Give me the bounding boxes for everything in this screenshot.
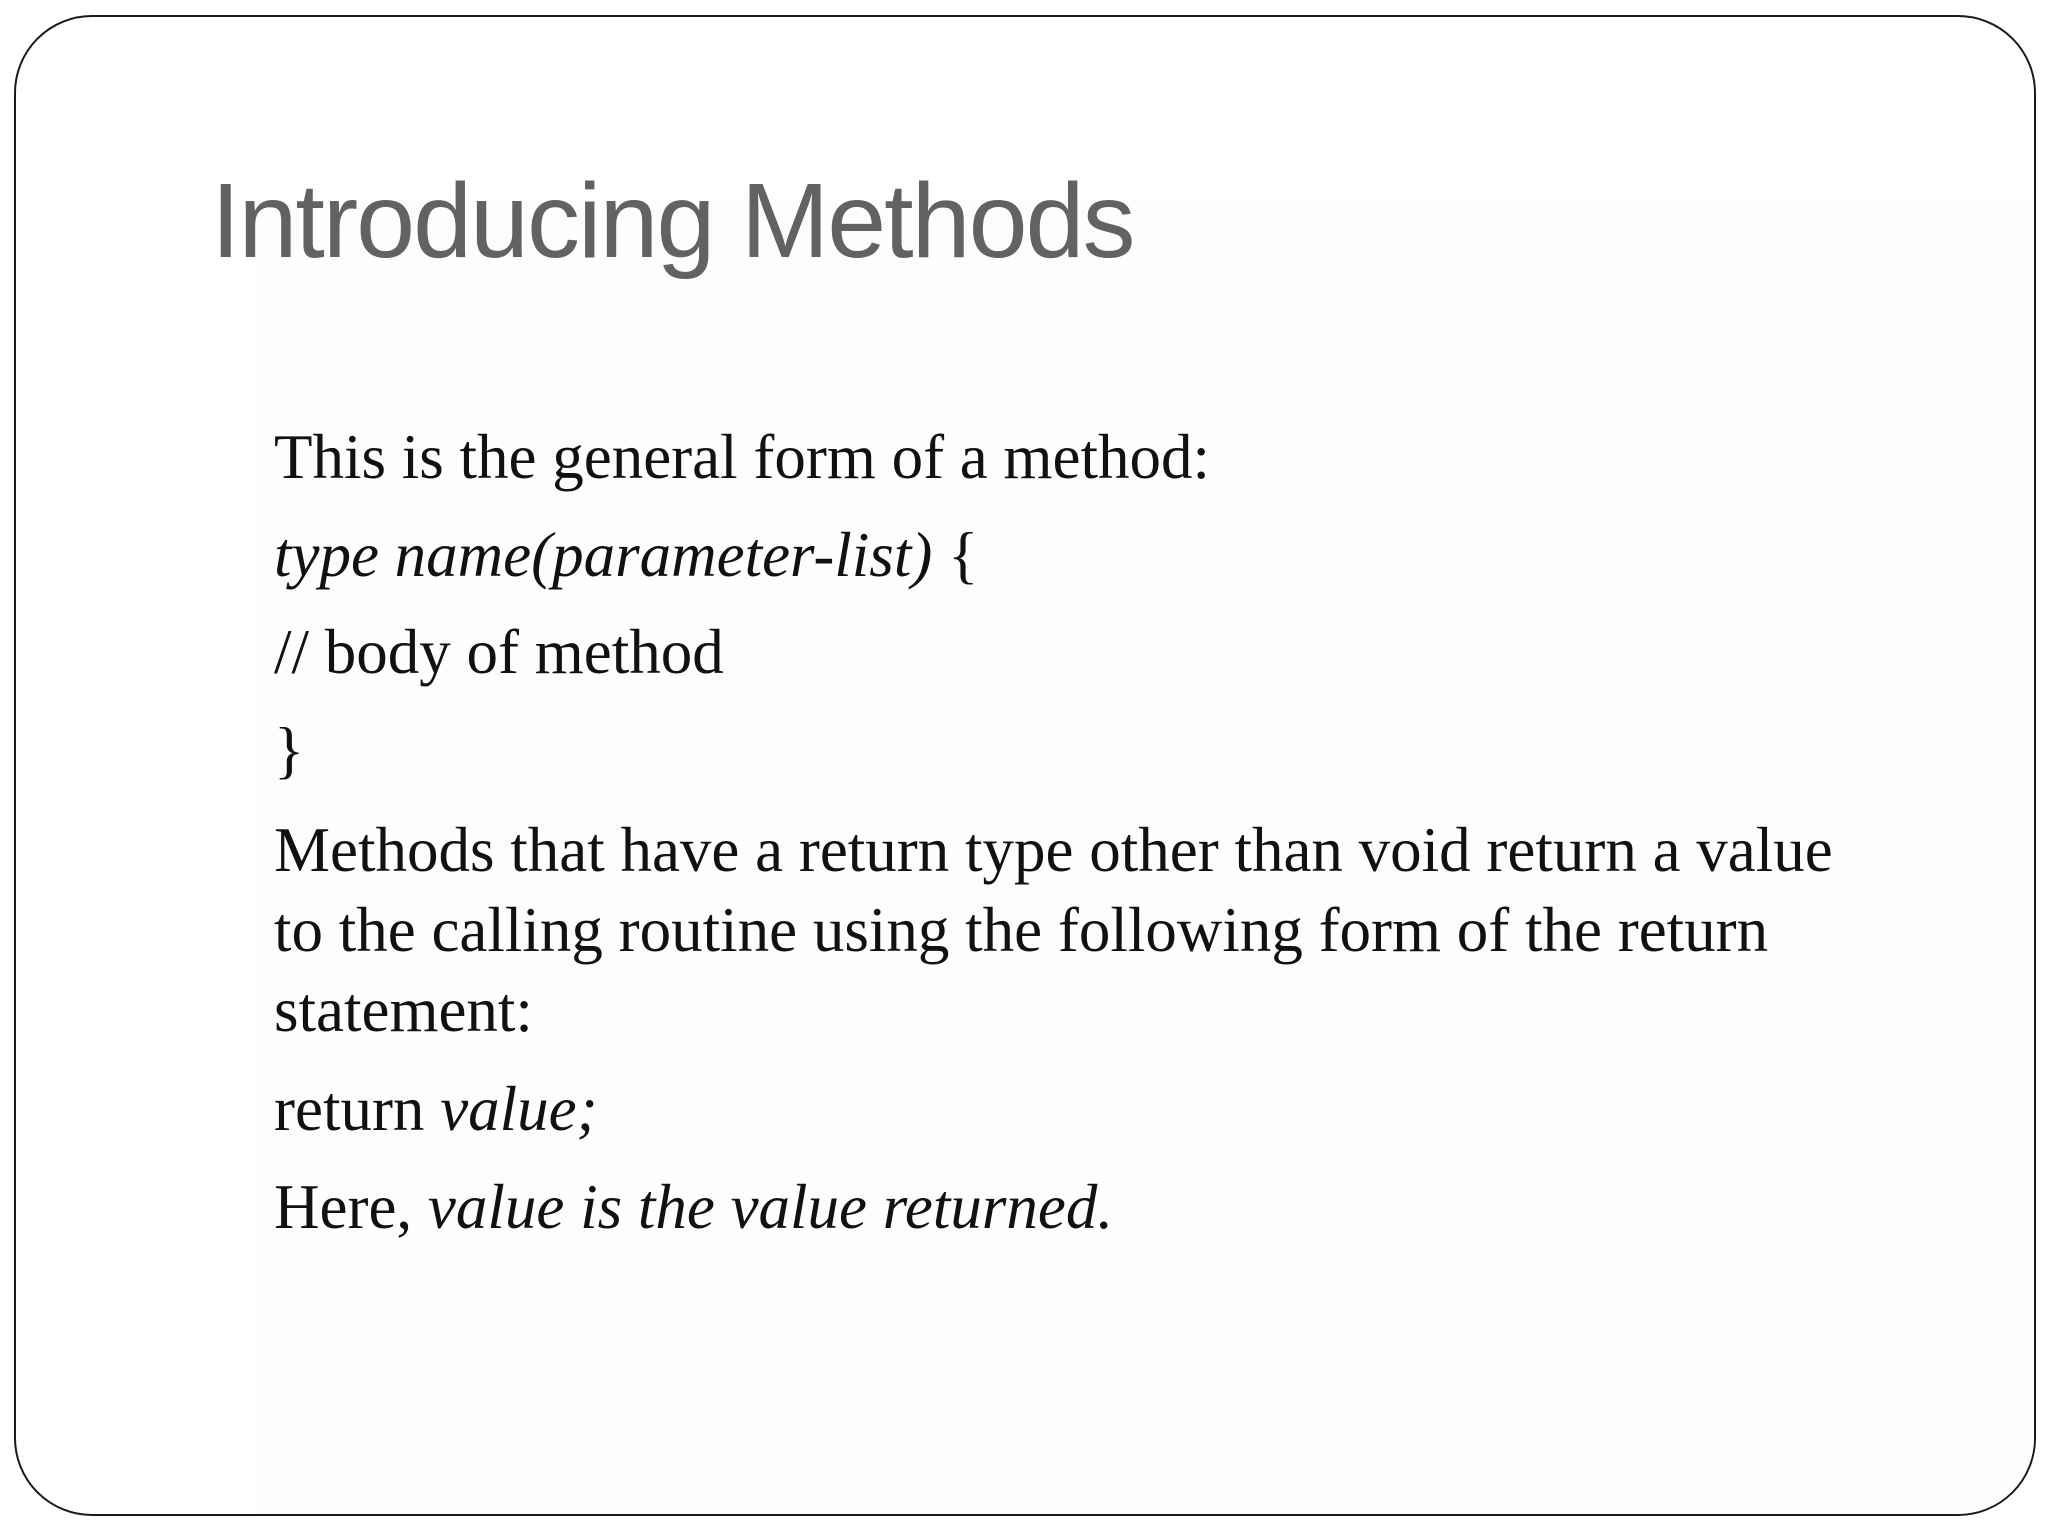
signature-brace: { (932, 519, 979, 590)
intro-line (274, 420, 1894, 496)
slide-title: Introducing Methods (211, 162, 1134, 280)
signature-text: type name(parameter-list) (274, 519, 933, 590)
body-comment-text: // body of method (274, 617, 724, 688)
methods-paragraph (274, 810, 1894, 1050)
here-line (274, 1170, 1894, 1246)
body-comment-line (274, 615, 1894, 691)
methods-paragraph-text: Methods that have a return type other than void return a value to the calling routine using the following form of the return statement: (274, 815, 1833, 1046)
return-value: value; (440, 1074, 598, 1145)
signature-line (274, 518, 1894, 594)
closing-brace: } (274, 714, 305, 785)
return-keyword: return (274, 1074, 441, 1145)
slide-body (274, 420, 1894, 1268)
intro-text: This is the general form of a method: (274, 422, 1210, 492)
here-prefix: Here, (274, 1171, 428, 1242)
return-line (274, 1072, 1894, 1148)
here-explanation: value is the value returned. (427, 1171, 1114, 1242)
closing-brace-line (274, 713, 1894, 789)
